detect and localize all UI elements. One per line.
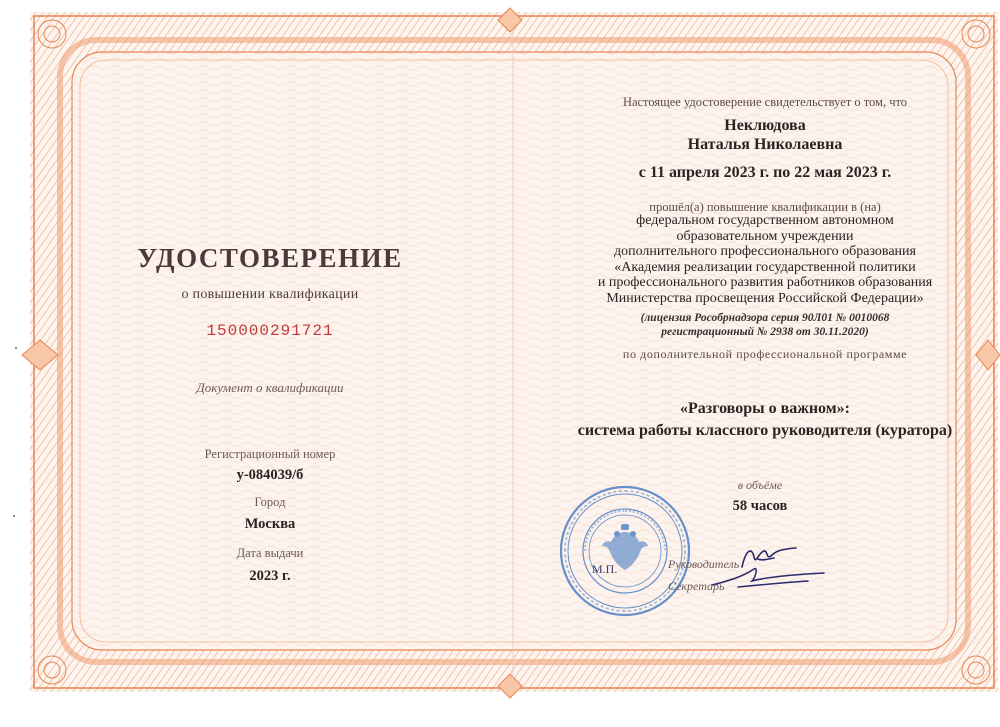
document-type: Документ о квалификации (196, 380, 344, 395)
city-value: Москва (244, 516, 296, 532)
volume-value: 58 часов (732, 498, 788, 514)
certificate-subtitle: о повышении квалификации (181, 287, 359, 302)
holder-name (555, 116, 975, 154)
organization-line: дополнительного профессионального образования (614, 244, 916, 259)
intro-text: Настоящее удостоверение свидетельствует о том, что (622, 95, 908, 109)
program-line: «Разговоры о важном»: (680, 400, 850, 417)
organization-line: образовательном учреждении (676, 228, 854, 244)
registration-value: у-084039/б (236, 467, 304, 483)
certificate-title: УДОСТОВЕРЕНИЕ (137, 243, 403, 273)
city-label: Город (254, 495, 286, 509)
organization-name (540, 213, 990, 306)
volume-label: в объёме (737, 478, 783, 492)
seal-mark: М.П. (592, 562, 618, 576)
secretary-label: Секретарь (668, 579, 725, 593)
organization-line: федеральном государственном автономном (636, 213, 894, 228)
document-number: 150000291721 (206, 322, 334, 340)
license-info (555, 311, 975, 339)
secretary-signature (708, 563, 828, 593)
holder-surname: Неклюдова (724, 117, 806, 134)
issue-date-label: Дата выдачи (236, 546, 304, 560)
head-label: Руководитель (668, 557, 740, 571)
training-dates: с 11 апреля 2023 г. по 22 мая 2023 г. (638, 164, 892, 181)
organization-line: и профессионального развития работников образования (597, 275, 933, 290)
program-intro: по дополнительной профессиональной программе (622, 347, 908, 361)
official-seal-stamp (555, 484, 695, 618)
holder-given-names: Наталья Николаевна (687, 136, 843, 153)
organization-line: Министерства просвещения Российской Федерации» (606, 290, 924, 306)
scan-speck (15, 347, 17, 349)
scan-speck (13, 515, 15, 517)
license-line: (лицензия Рособрнадзора серия 90Л01 № 0010068 (640, 312, 890, 324)
program-title (540, 398, 990, 442)
registration-label: Регистрационный номер (204, 447, 336, 461)
issue-date-value: 2023 г. (249, 568, 291, 584)
program-line: система работы классного руководителя (куратора) (577, 422, 953, 439)
license-line: регистрационный № 2938 от 30.11.2020) (661, 326, 869, 338)
passed-text: прошёл(а) повышение квалификации в (на) (649, 200, 881, 214)
organization-line: «Академия реализации государственной политики (614, 259, 916, 275)
